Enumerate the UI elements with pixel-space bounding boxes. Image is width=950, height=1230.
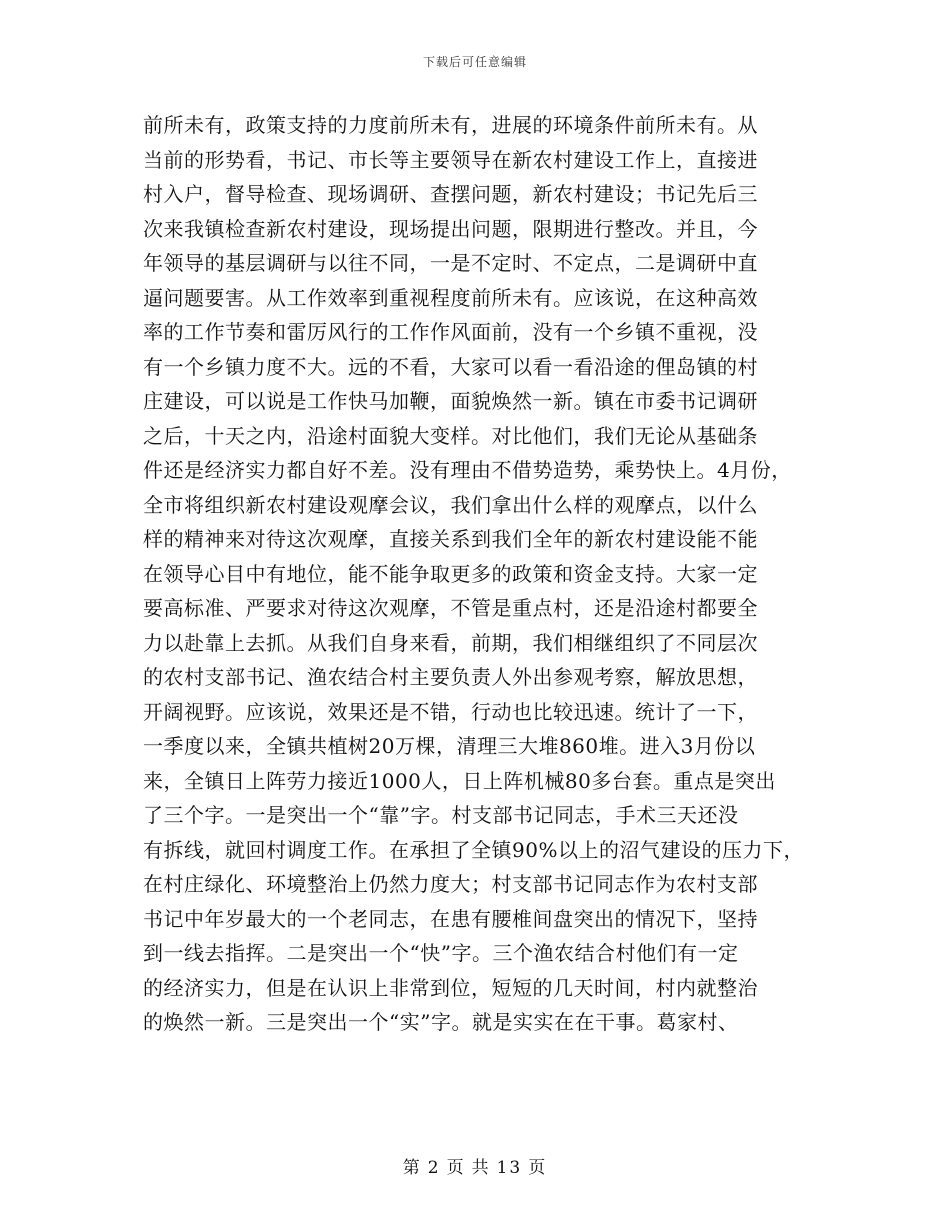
text-line: 的农村支部书记、渔农结合村主要负责人外出参观考察，解放思想， [143, 665, 758, 689]
text-line: 件还是经济实力都自好不差。没有理由不借势造势，乘势快上。4月份， [143, 458, 792, 482]
text-line: 在领导心目中有地位，能不能争取更多的政策和资金支持。大家一定 [143, 561, 758, 586]
text-line: 在村庄绿化、环境整治上仍然力度大；村支部书记同志作为农村支部 [143, 872, 758, 896]
text-line: 一季度以来，全镇共植树20万棵，清理三大堆860堆。进入3月份以 [143, 734, 756, 758]
text-line: 有一个乡镇力度不大。远的不看，大家可以看一看沿途的俚岛镇的村 [143, 354, 758, 379]
text-line: 前所未有，政策支持的力度前所未有，进展的环境条件前所未有。从 [143, 113, 758, 137]
text-line: 逼问题要害。从工作效率到重视程度前所未有。应该说，在这种高效 [143, 285, 758, 310]
footer-gong: 共 [471, 1158, 491, 1178]
text-line: 当前的形势看，书记、市长等主要领导在新农村建设工作上，直接进 [143, 147, 758, 172]
page-header: 下载后可任意编辑 [422, 55, 527, 69]
text-line: 之后，十天之内，沿途村面貌大变样。对比他们，我们无论从基础条 [143, 423, 758, 448]
total-page-count: 13 [496, 1158, 523, 1178]
text-line: 年领导的基层调研与以往不同，一是不定时、不定点，二是调研中直 [143, 251, 758, 275]
text-line: 的焕然一新。三是突出一个“实”字。就是实实在在干事。葛家村、 [143, 1010, 739, 1034]
text-line: 书记中年岁最大的一个老同志，在患有腰椎间盘突出的情况下，坚持 [143, 906, 758, 931]
current-page-number: 2 [427, 1158, 441, 1178]
text-line: 村入户，督导检查、现场调研、查摆问题，新农村建设；书记先后三 [143, 182, 758, 206]
text-line: 次来我镇检查新农村建设，现场提出问题，限期进行整改。并且，今 [143, 216, 758, 241]
footer-ye: 页 [528, 1158, 548, 1178]
text-line: 来，全镇日上阵劳力接近1000人，日上阵机械80多台套。重点是突出 [143, 768, 776, 793]
text-line: 全市将组织新农村建设观摩会议，我们拿出什么样的观摩点，以什么 [143, 492, 758, 517]
text-line: 力以赴靠上去抓。从我们自身来看，前期，我们相继组织了不同层次 [143, 630, 758, 655]
body-text [143, 108, 823, 1040]
text-line: 庄建设，可以说是工作快马加鞭，面貌焕然一新。镇在市委书记调研 [143, 389, 758, 413]
text-line: 了三个字。一是突出一个“靠”字。村支部书记同志，手术三天还没 [143, 803, 739, 827]
footer-di: 第 [402, 1158, 422, 1178]
text-line: 有拆线，就回村调度工作。在承担了全镇90%以上的沼气建设的压力下， [143, 837, 804, 862]
text-line: 要高标准、严要求对待这次观摩，不管是重点村，还是沿途村都要全 [143, 596, 758, 620]
footer-ye: 页 [446, 1158, 466, 1178]
text-line: 到一线去指挥。二是突出一个“快”字。三个渔农结合村他们有一定 [143, 941, 739, 965]
text-line: 开阔视野。应该说，效果还是不错，行动也比较迅速。统计了一下， [143, 699, 758, 724]
text-line: 率的工作节奏和雷厉风行的工作作风面前，没有一个乡镇不重视，没 [143, 320, 758, 344]
text-line: 的经济实力，但是在认识上非常到位，短短的几天时间，村内就整治 [143, 975, 758, 1000]
page-footer [0, 1153, 950, 1178]
text-line: 样的精神来对待这次观摩，直接关系到我们全年的新农村建设能不能 [143, 527, 758, 551]
